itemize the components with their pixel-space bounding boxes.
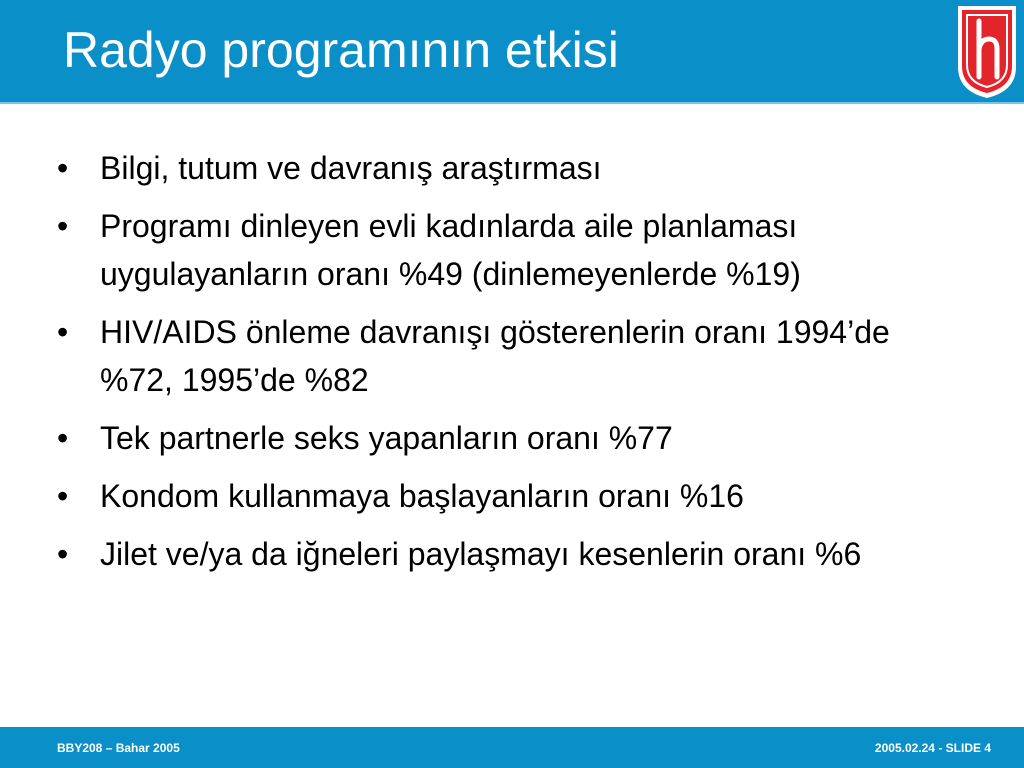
bullet-marker: • <box>57 208 69 244</box>
bullet-text: HIV/AIDS önleme davranışı gösterenlerin oranı 1994’de %72, 1995’de %82 <box>100 314 890 398</box>
bullet-item <box>57 472 957 520</box>
bullet-text: Jilet ve/ya da iğneleri paylaşmayı kesenlerin oranı %6 <box>100 536 862 572</box>
title-divider <box>0 102 1024 104</box>
bullet-marker: • <box>57 536 69 572</box>
bullet-text: Tek partnerle seks yapanların oranı %77 <box>100 420 673 456</box>
bullet-marker: • <box>57 150 69 186</box>
title-bar <box>0 0 1024 102</box>
bullet-text: Programı dinleyen evli kadınlarda aile planlaması uygulayanların oranı %49 (dinlemeyenlerde %19) <box>100 208 801 292</box>
bullet-list <box>57 144 957 588</box>
bullet-item <box>57 202 957 298</box>
bullet-item <box>57 414 957 462</box>
footer-course-label: BBY208 – Bahar 2005 <box>57 741 180 755</box>
slide-title: Radyo programının etkisi <box>63 22 619 78</box>
bullet-item <box>57 144 957 192</box>
bullet-item <box>57 308 957 404</box>
bullet-marker: • <box>57 478 69 514</box>
university-h-shield-icon <box>952 3 1022 101</box>
bullet-marker: • <box>57 420 69 456</box>
footer-slide-number: 2005.02.24 - SLIDE 4 <box>874 741 991 755</box>
bullet-text: Kondom kullanmaya başlayanların oranı %16 <box>100 478 744 514</box>
bullet-item <box>57 530 957 578</box>
bullet-marker: • <box>57 314 69 350</box>
bullet-text: Bilgi, tutum ve davranış araştırması <box>100 150 602 186</box>
footer-bar <box>0 727 1024 768</box>
